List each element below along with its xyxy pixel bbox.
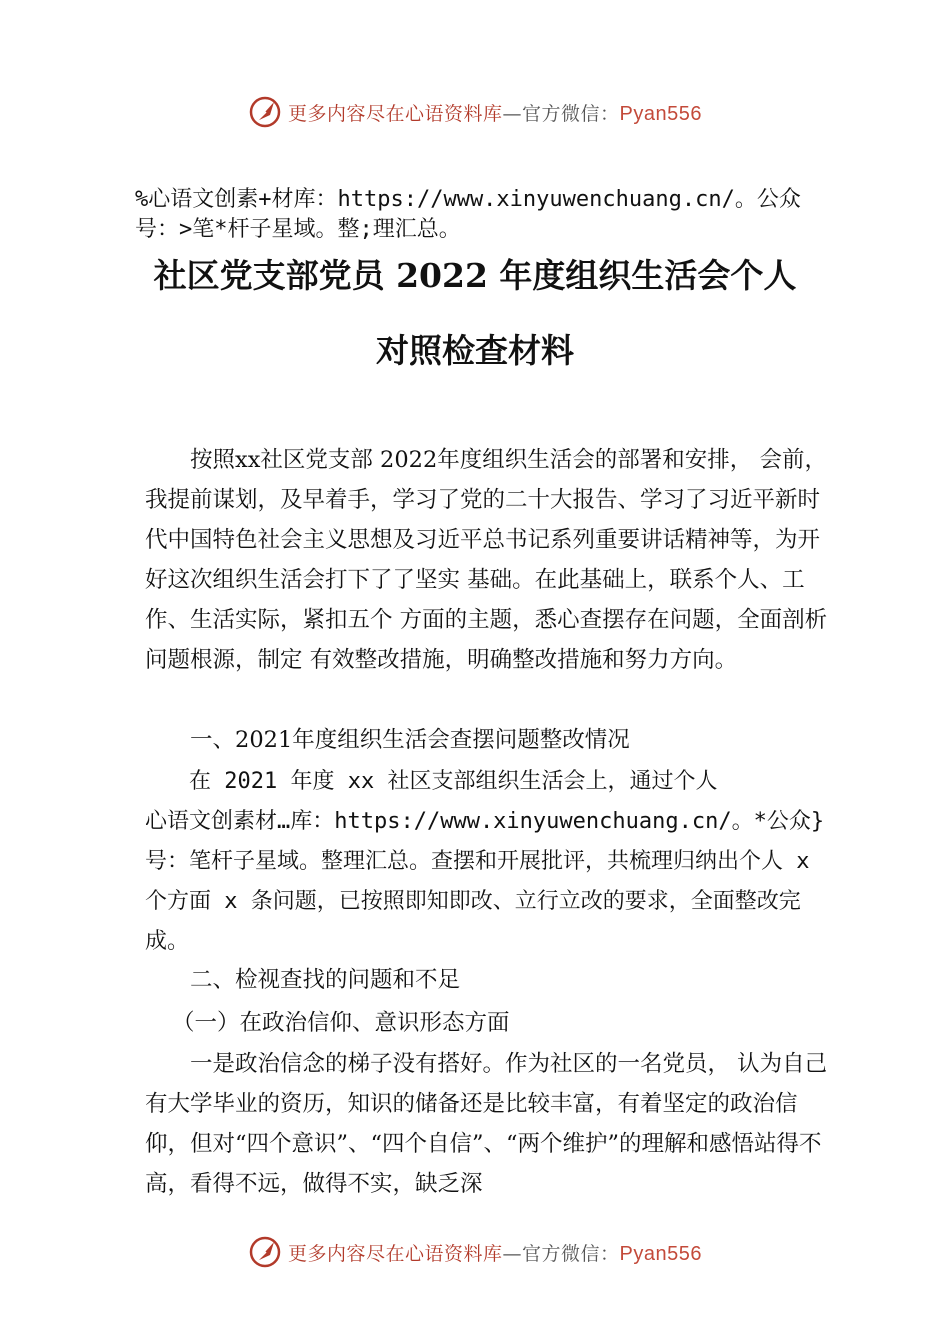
intro-paragraph: 按照xx社区党支部 2022年度组织生活会的部署和安排， 会前，我提前谋划，及早着手，学习了党的二十大报告、学习了习近平新时代中国特色社会主义思想及习近平总书记系列重要讲话精神等，为开好这次组织生活会打下了了坚实 基础。在此基础上，联系个人、工作、生活实际，紧扣五个 方面的主题，悉心查摆存在问题，全面剖析问题根源，制定 有效整改措施，明确整改措施和努力方向。 [145, 447, 828, 673]
quill-logo-icon [248, 95, 282, 129]
watermark-bottom [0, 1232, 950, 1272]
doc-title-line2: 对照检查材料 [376, 331, 574, 370]
watermark-top [0, 92, 950, 132]
doc-title-line1: 社区党支部党员 2022 年度组织生活会个人 [153, 256, 797, 295]
watermark-text: 更多内容尽在心语资料库—官方微信：Pyan556 [288, 102, 702, 125]
subsection1-paragraph: 一是政治信念的梯子没有搭好。作为社区的一名党员， 认为自己有大学毕业的资历，知识的储备还是比较丰富，有着坚定的政治信仰，但对“四个意识”、“四个自信”、“两个维护”的理解和感悟站得不高，看得不远，做得不实，缺乏深 [145, 1051, 828, 1197]
section-heading-2: 二、检视查找的问题和不足 [190, 967, 461, 993]
watermark-text: 更多内容尽在心语资料库—官方微信：Pyan556 [288, 1242, 702, 1265]
subsection-heading-1: （一）在政治信仰、意识形态方面 [172, 1010, 510, 1036]
source-header-line: %心语文创素+材库：https://www.xinyuwenchuang.cn/。公众号：>笔*杆子星域。整;理汇总。 [135, 187, 801, 242]
section-heading-1: 一、2021年度组织生活会查摆问题整改情况 [190, 727, 630, 753]
quill-logo-icon [248, 1235, 282, 1269]
section1-paragraph: 在 2021 年度 xx 社区支部组织生活会上，通过个人 心语文创素材…库：https://www.xinyuwenchuang.cn/。*公众}号：笔杆子星域。整理汇总。查摆和开展批评，共梳理归纳出个人 x 个方面 x 条问题，已按照即知即改、立行立改的要求，全面整改完成。 [145, 769, 825, 954]
